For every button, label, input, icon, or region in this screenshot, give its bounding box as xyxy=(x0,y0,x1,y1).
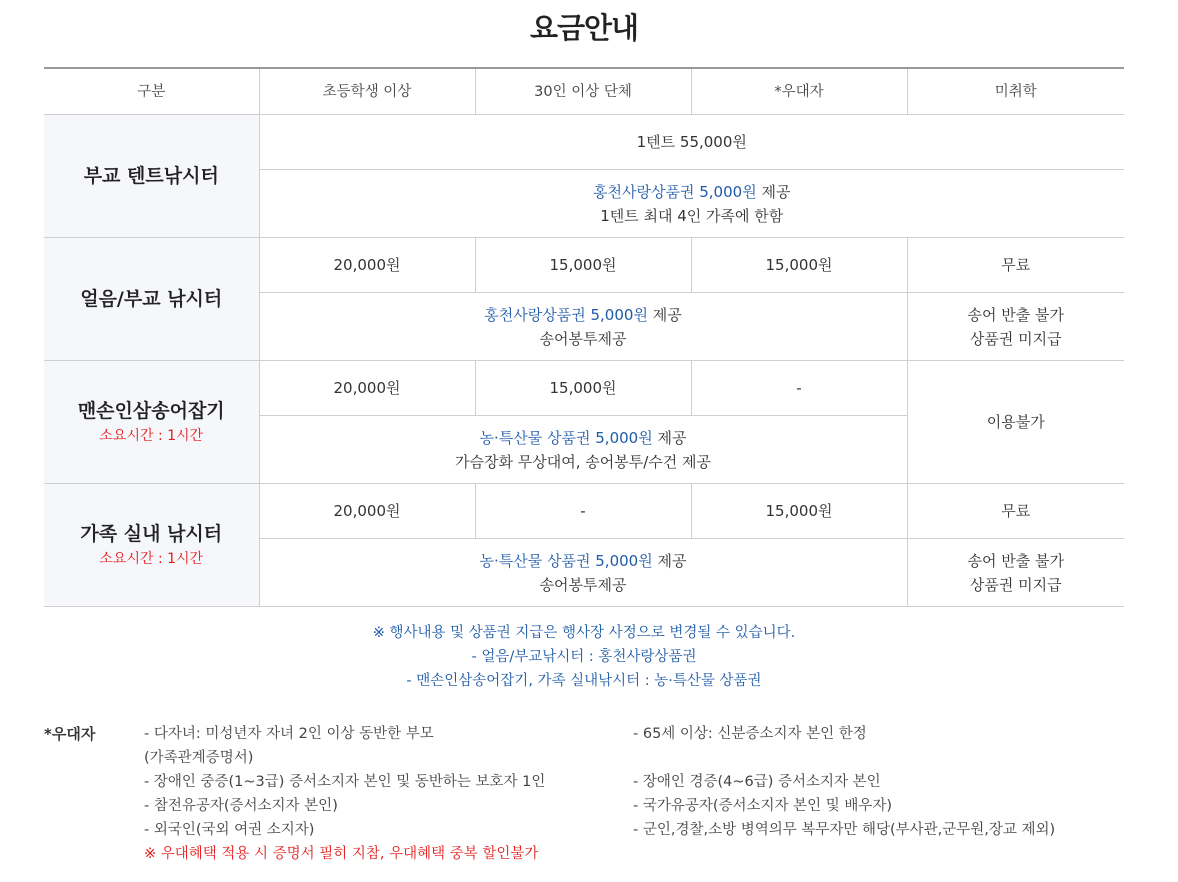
price-cell: 15,000원 xyxy=(691,238,907,293)
table-row-tent-price xyxy=(44,115,1124,170)
preferential-list-right xyxy=(633,722,1055,842)
unavailable-cell: 이용불가 xyxy=(907,361,1124,484)
table-row-indoor-price xyxy=(44,484,1124,539)
info-cell xyxy=(259,293,907,361)
category-label: 얼음/부교 낚시터 xyxy=(80,287,223,310)
category-barehand xyxy=(44,361,259,484)
voucher-text: 홍천사랑상품권 5,000원 xyxy=(484,305,648,324)
preferential-item: - 65세 이상: 신분증소지자 본인 한정 xyxy=(633,726,867,742)
duration-note: 소요시간 : 1시간 xyxy=(99,427,204,444)
price-cell: - xyxy=(691,361,907,416)
price-cell: 15,000원 xyxy=(691,484,907,539)
preferential-item: - 외국인(국외 여권 소지자) xyxy=(144,822,315,838)
preferential-spacer xyxy=(633,746,1055,770)
category-label: 부교 텐트낚시터 xyxy=(83,164,219,187)
price-cell: 1텐트 55,000원 xyxy=(259,115,1124,170)
notes-block xyxy=(0,621,1168,693)
header-preschool: 미취학 xyxy=(907,68,1124,115)
table-row-barehand-price xyxy=(44,361,1124,416)
preferential-item: - 국가유공자(증서소지자 본인 및 배우자) xyxy=(633,798,893,814)
header-elementary: 초등학생 이상 xyxy=(259,68,475,115)
side-info-cell xyxy=(907,293,1124,361)
preferential-warning: ※ 우대혜택 적용 시 증명서 필히 지참, 우대혜택 중복 할인불가 xyxy=(144,846,539,862)
side-info-line: 상품권 미지급 xyxy=(969,575,1062,594)
preferential-item: - 참전유공자(증서소지자 본인) xyxy=(144,798,338,814)
notes-line: ※ 행사내용 및 상품권 지급은 행사장 사정으로 변경될 수 있습니다. xyxy=(372,625,796,641)
fee-table xyxy=(44,67,1124,607)
info-line: 송어봉투제공 xyxy=(539,329,627,348)
category-label: 가족 실내 낚시터 xyxy=(80,522,223,545)
preferential-item: - 장애인 중증(1~3급) 증서소지자 본인 및 동반하는 보호자 1인 xyxy=(144,774,546,790)
info-cell xyxy=(259,539,907,607)
preferential-item: - 군인,경찰,소방 병역의무 복무자만 해당(부사관,군무원,장교 제외) xyxy=(633,822,1056,838)
category-label: 맨손인삼송어잡기 xyxy=(77,399,225,422)
header-group: 30인 이상 단체 xyxy=(475,68,691,115)
side-info-line: 상품권 미지급 xyxy=(969,329,1062,348)
info-cell xyxy=(259,170,1124,238)
price-cell: 20,000원 xyxy=(259,238,475,293)
voucher-suffix: 제공 xyxy=(647,305,682,324)
voucher-suffix: 제공 xyxy=(756,182,791,201)
table-row-ice-price xyxy=(44,238,1124,293)
price-cell: 20,000원 xyxy=(259,361,475,416)
voucher-text: 농·특산물 상품권 5,000원 xyxy=(479,428,653,447)
duration-note: 소요시간 : 1시간 xyxy=(99,550,204,567)
voucher-text: 농·특산물 상품권 5,000원 xyxy=(479,551,653,570)
category-tent xyxy=(44,115,259,238)
table-header-row xyxy=(44,68,1124,115)
price-cell: - xyxy=(475,484,691,539)
preferential-item: (가족관계증명서) xyxy=(144,750,254,766)
header-category: 구분 xyxy=(44,68,259,115)
info-line: 가슴장화 무상대여, 송어봉투/수건 제공 xyxy=(455,452,711,471)
voucher-suffix: 제공 xyxy=(652,428,687,447)
info-cell xyxy=(259,416,907,484)
price-cell: 무료 xyxy=(907,484,1124,539)
info-line: 송어봉투제공 xyxy=(539,575,627,594)
notes-line: - 맨손인삼송어잡기, 가족 실내낚시터 : 농·특산물 상품권 xyxy=(406,673,762,689)
page-title: 요금안내 xyxy=(529,11,639,45)
voucher-suffix: 제공 xyxy=(652,551,687,570)
notes-line: - 얼음/부교낚시터 : 홍천사랑상품권 xyxy=(471,649,697,665)
info-line: 1텐트 최대 4인 가족에 한함 xyxy=(600,206,784,225)
side-info-line: 송어 반출 불가 xyxy=(967,305,1064,324)
voucher-text: 홍천사랑상품권 5,000원 xyxy=(593,182,757,201)
preferential-item: - 장애인 경증(4~6급) 증서소지자 본인 xyxy=(633,774,881,790)
price-cell: 무료 xyxy=(907,238,1124,293)
preferential-label: *우대자 xyxy=(44,725,96,743)
category-indoor xyxy=(44,484,259,607)
side-info-cell xyxy=(907,539,1124,607)
price-cell: 15,000원 xyxy=(475,238,691,293)
preferential-list-left xyxy=(144,722,545,866)
category-ice xyxy=(44,238,259,361)
side-info-line: 송어 반출 불가 xyxy=(967,551,1064,570)
price-cell: 20,000원 xyxy=(259,484,475,539)
price-cell: 15,000원 xyxy=(475,361,691,416)
preferential-item: - 다자녀: 미성년자 자녀 2인 이상 동반한 부모 xyxy=(144,726,434,742)
header-preferential: *우대자 xyxy=(691,68,907,115)
